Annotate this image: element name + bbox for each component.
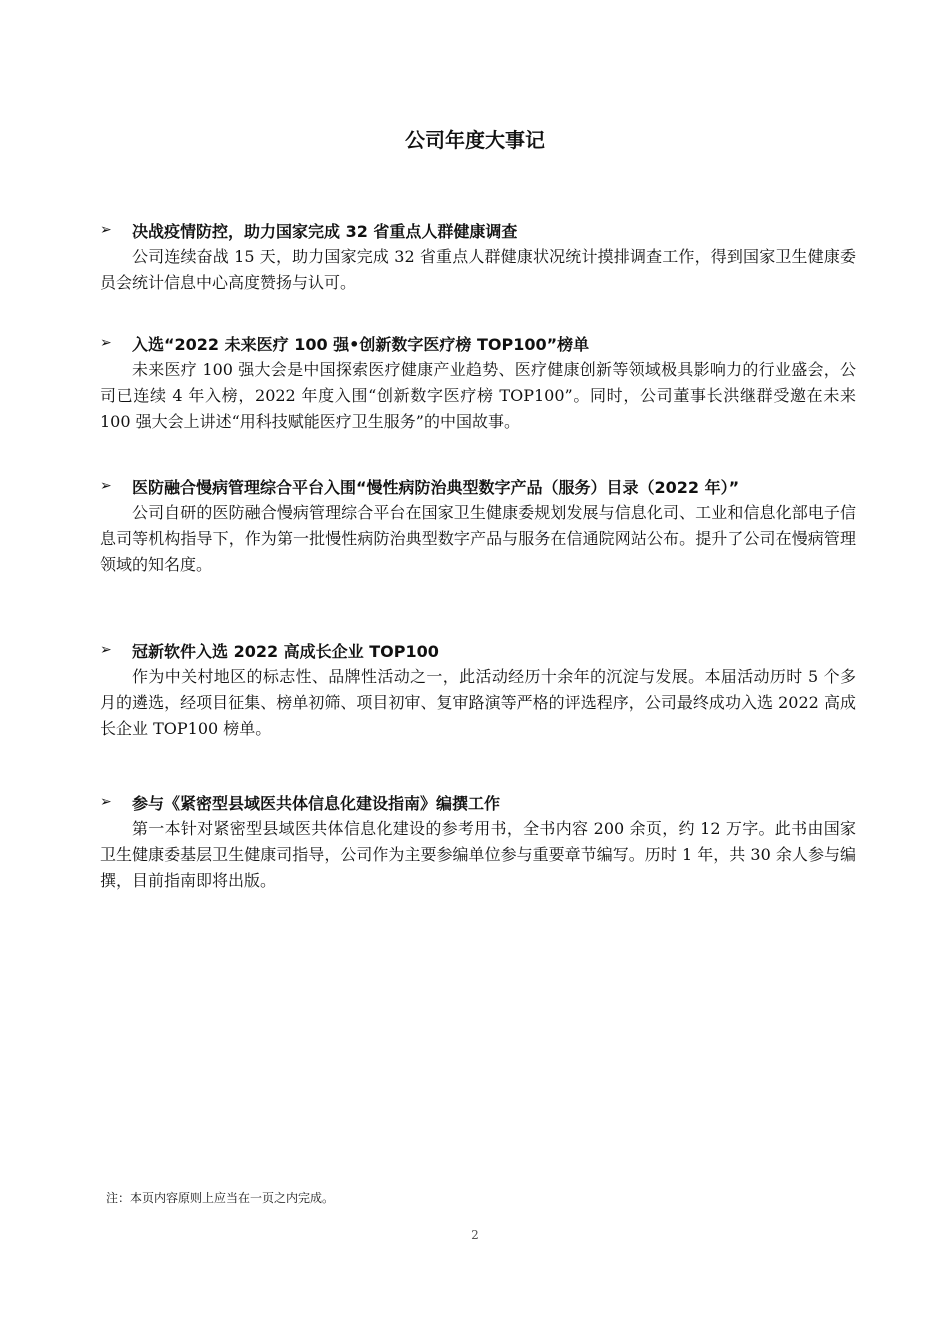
event-section-3	[100, 472, 856, 578]
page-number: 2	[471, 1228, 479, 1242]
event-description: 未来医疗 100 强大会是中国探索医疗健康产业趋势、医疗健康创新等领域极具影响力的行业盛会，公司已连续 4 年入榜，2022 年度入围“创新数字医疗榜 TOP100”。同时，公司董事长洪继群受邀在未来 100 强大会上讲述“用科技赋能医疗卫生服务”的中国故事。	[100, 360, 856, 431]
event-section-1	[100, 216, 856, 296]
arrow-bullet-icon: ➢	[100, 335, 112, 351]
arrow-bullet-icon: ➢	[100, 222, 112, 238]
event-section-5	[100, 788, 856, 894]
event-description: 公司自研的医防融合慢病管理综合平台在国家卫生健康委规划发展与信息化司、工业和信息化部电子信息司等机构指导下，作为第一批慢性病防治典型数字产品与服务在信通院网站公布。提升了公司在慢病管理领域的知名度。	[100, 503, 856, 574]
event-heading: 医防融合慢病管理综合平台入围“慢性病防治典型数字产品（服务）目录（2022 年）”	[132, 477, 740, 497]
event-heading: 冠新软件入选 2022 高成长企业 TOP100	[132, 641, 439, 661]
arrow-bullet-icon: ➢	[100, 642, 112, 658]
event-heading: 入选“2022 未来医疗 100 强•创新数字医疗榜 TOP100”榜单	[132, 334, 590, 354]
footnote: 注：本页内容原则上应当在一页之内完成。	[106, 1191, 335, 1205]
event-description: 作为中关村地区的标志性、品牌性活动之一，此活动经历十余年的沉淀与发展。本届活动历时 5 个多月的遴选，经项目征集、榜单初筛、项目初审、复审路演等严格的评选程序，公司最终成功入选 2022 高成长企业 TOP100 榜单。	[100, 667, 856, 738]
event-description: 公司连续奋战 15 天，助力国家完成 32 省重点人群健康状况统计摸排调查工作，得到国家卫生健康委员会统计信息中心高度赞扬与认可。	[100, 247, 856, 292]
event-heading: 参与《紧密型县域医共体信息化建设指南》编撰工作	[132, 793, 501, 813]
page-title: 公司年度大事记	[405, 128, 545, 152]
event-section-2	[100, 329, 856, 435]
event-section-4	[100, 636, 856, 742]
arrow-bullet-icon: ➢	[100, 478, 112, 494]
arrow-bullet-icon: ➢	[100, 794, 112, 810]
event-heading: 决战疫情防控，助力国家完成 32 省重点人群健康调查	[132, 221, 518, 241]
event-description: 第一本针对紧密型县域医共体信息化建设的参考用书，全书内容 200 余页，约 12 万字。此书由国家卫生健康委基层卫生健康司指导，公司作为主要参编单位参与重要章节编写。历时 1 年，共 30 余人参与编撰，目前指南即将出版。	[100, 819, 856, 890]
